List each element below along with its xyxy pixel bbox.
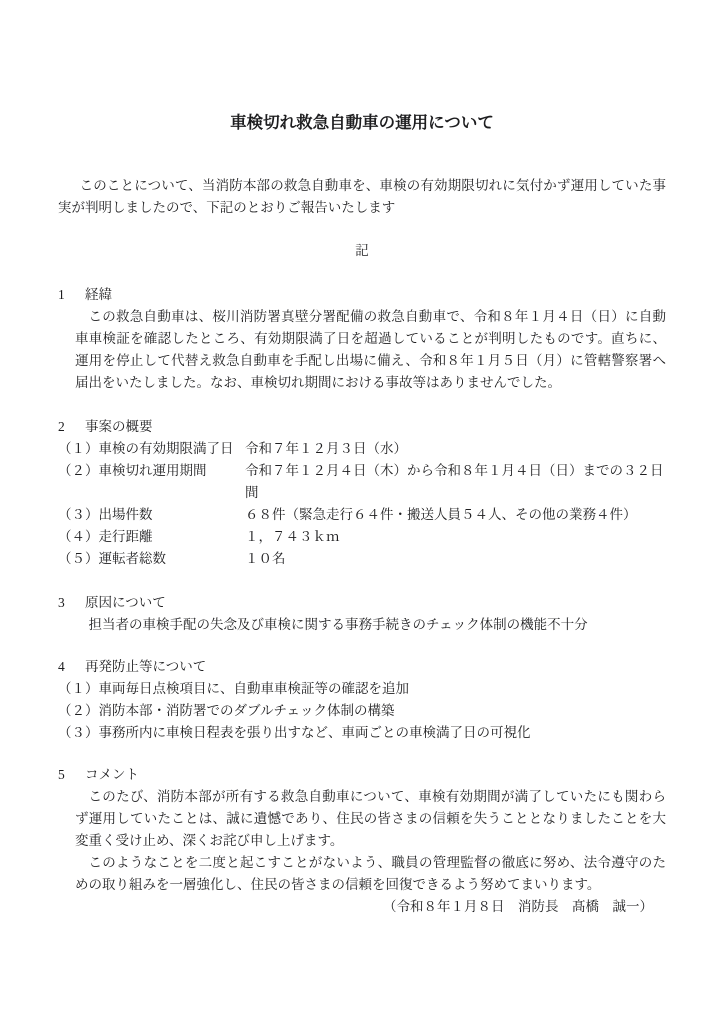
section-number: 1 — [58, 287, 65, 302]
signature-line: （令和８年１月８日 消防長 髙橋 誠一） — [383, 899, 653, 914]
prevention-item: （１）車両毎日点検項目に、自動車車検証等の確認を追加 — [58, 681, 409, 696]
document-title: 車検切れ救急自動車の運用について — [230, 113, 494, 132]
section-heading-text: コメント — [85, 767, 139, 782]
section-number: 5 — [58, 767, 65, 782]
cause-paragraph: 担当者の車検手配の失念及び車検に関する事務手続きのチェック体制の機能不十分 — [88, 617, 588, 632]
section-heading-text: 再発防止等について — [85, 659, 207, 674]
summary-value: １０名 — [245, 551, 286, 566]
summary-row-expired-period — [58, 460, 666, 504]
section-cause — [58, 592, 666, 636]
section-case-summary — [58, 416, 666, 570]
intro-paragraph: このことについて、当消防本部の救急自動車を、車検の有効期限切れに気付かず運用していた事実が判明しましたので、下記のとおりご報告いたします — [58, 178, 666, 215]
summary-label: （１）車検の有効期限満了日 — [58, 441, 234, 456]
summary-label: （４）走行距離 — [58, 529, 153, 544]
summary-value: 令和７年１２月３日（水） — [245, 441, 407, 456]
prevention-item: （３）事務所内に車検日程表を張り出すなど、車両ごとの車検満了日の可視化 — [58, 725, 531, 740]
comment-paragraph-2: このようなことを二度と起こすことがないよう、職員の管理監督の徹底に努め、法令遵守のための取り組みを一層強化し、住民の皆さまの信頼を回復できるよう努めてまいります。 — [75, 855, 666, 892]
section-heading — [58, 416, 666, 438]
section-heading — [58, 284, 666, 306]
section-prevention — [58, 656, 666, 744]
section-history — [58, 284, 666, 394]
summary-label: （２）車検切れ運用期間 — [58, 463, 207, 478]
record-marker: 記 — [355, 243, 369, 258]
summary-value: ６８件（緊急走行６４件・搬送人員５４人、その他の業務４件） — [245, 507, 637, 522]
section-heading — [58, 656, 666, 678]
prevention-item: （２）消防本部・消防署でのダブルチェック体制の構築 — [58, 703, 395, 718]
section-number: 3 — [58, 595, 65, 610]
summary-row-distance — [58, 526, 666, 548]
summary-value: 令和７年１２月４日（木）から令和８年１月４日（日）までの３２日間 — [245, 463, 664, 500]
section-heading-text: 経緯 — [85, 287, 112, 302]
section-comment — [58, 764, 666, 918]
summary-label: （３）出場件数 — [58, 507, 153, 522]
section-number: 4 — [58, 659, 65, 674]
section-heading-text: 原因について — [85, 595, 166, 610]
section-heading-text: 事案の概要 — [85, 419, 153, 434]
summary-label: （５）運転者総数 — [58, 551, 166, 566]
summary-row-dispatch-count — [58, 504, 666, 526]
comment-paragraph-1: このたび、消防本部が所有する救急自動車について、車検有効期間が満了していたにも関わらず運用していたことは、誠に遺憾であり、住民の皆さまの信頼を失うこととなりましたことを大変重く受け止め、深くお詫び申し上げます。 — [75, 789, 666, 848]
history-paragraph: この救急自動車は、桜川消防署真壁分署配備の救急自動車で、令和８年１月４日（日）に自動車車検証を確認したところ、有効期限満了日を超過していることが判明したものです。直ちに、運用を停止して代替え救急自動車を手配し出場に備え、令和８年１月５日（月）に管轄警察署へ届出をいたしました。なお、車検切れ期間における事故等はありませんでした。 — [75, 309, 666, 390]
summary-row-expiry-date — [58, 438, 666, 460]
section-heading — [58, 764, 666, 786]
section-number: 2 — [58, 419, 65, 434]
summary-value: １，７４３ｋｍ — [245, 529, 340, 544]
summary-row-driver-count — [58, 548, 666, 570]
section-heading — [58, 592, 666, 614]
